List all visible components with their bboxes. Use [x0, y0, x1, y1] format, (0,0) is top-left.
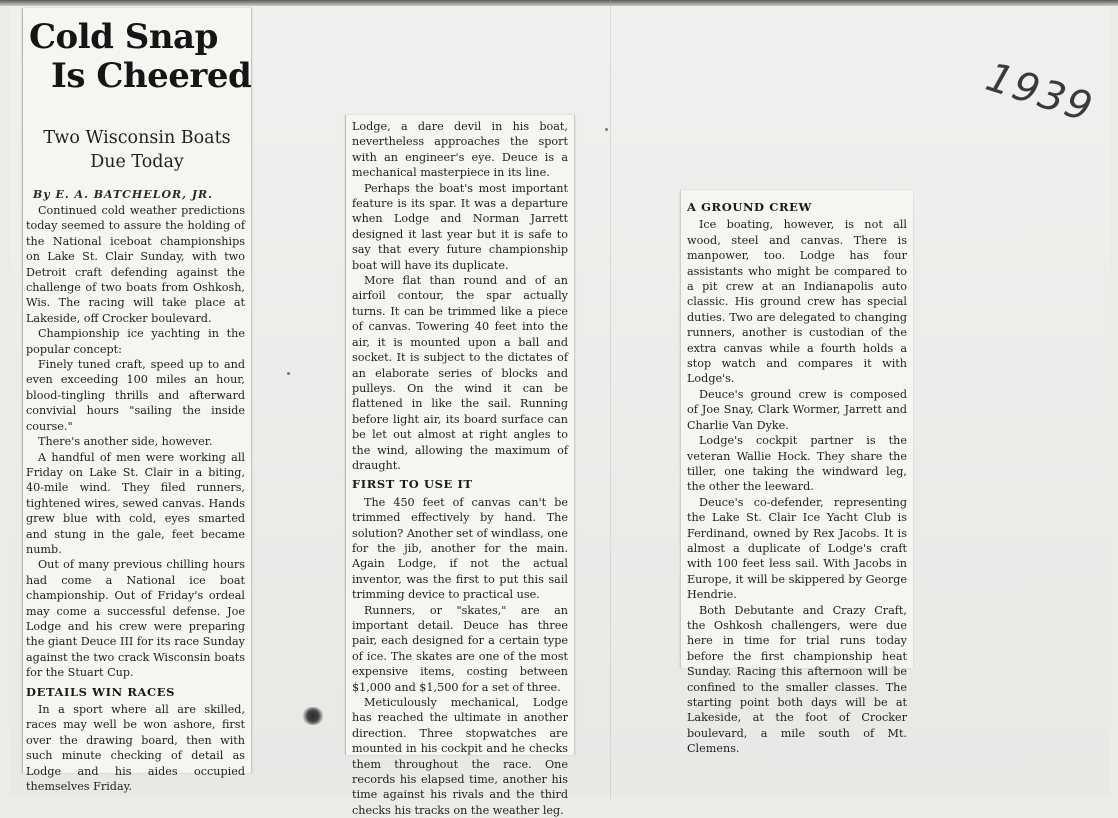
paragraph: A handful of men were working all Friday on Lake St. Clair in a biting, 40-mile wind. They filed runners, tightened wires, sewed canvas. Hands grew blue with cold, eyes smarted and stung in the gale, feet became numb. [26, 450, 245, 556]
page-fold-line [610, 0, 611, 800]
subheadline-line-2: Due Today [90, 152, 184, 172]
paragraph: Meticulously mechanical, Lodge has reached the ultimate in another direction. Three stopwatches are mounted in his cockpit and he checks them throughout the race. One records his elapsed time, another his time against his rivals and the third checks his tracks on the weather leg. [352, 696, 568, 817]
clipping-column-1 [22, 8, 252, 794]
paragraph: Finely tuned craft, speed up to and even exceeding 100 miles an hour, blood-tingling thrills and afterward convivial hours "sailing the inside course." [26, 358, 245, 433]
subheadline [27, 126, 247, 174]
paragraph: Runners, or "skates," are an important detail. Deuce has three pair, each designed for a certain type of ice. The skates are one of the most expensive items, costing between $1,000 and $1,500 for a set of three. [352, 603, 568, 694]
clipping-column-3 [680, 190, 913, 756]
handwritten-year-note: 1939 [980, 54, 1100, 132]
paragraph: Perhaps the boat's most important feature is its spar. It was a departure when Lodge and Norman Jarrett designed it last year but it is safe to say that every future championship boat will have its duplicate. [352, 181, 568, 272]
paragraph: More flat than round and of an airfoil contour, the spar actually turns. It can be trimmed like a piece of canvas. Towering 40 feet into the air, it is mounted upon a ball and socket. It is subject to the dictates of an elaborate series of blocks and pulleys. On the wind it can be flattened in like the sail. Running before light air, its board surface can be let out almost at right angles to the wind, allowing the maximum of draught. [352, 274, 568, 472]
paragraph: Deuce's ground crew is composed of Joe Snay, Clark Wormer, Jarrett and Charlie Van Dyke. [687, 387, 907, 432]
paragraph: Out of many previous chilling hours had come a National ice boat championship. Out of Friday's ordeal may come a successful defense. Joe Lodge and his crew were preparing the giant Deuce III for its race Sunday against the two crack Wisconsin boats for the Stuart Cup. [26, 558, 245, 680]
paragraph: Ice boating, however, is not all wood, steel and canvas. There is manpower, too. Lodge has four assistants who might be compared to a pit crew at an Indianapolis auto classic. His ground crew has special duties. Two are delegated to changing runners, another is custodian of the extra canvas while a fourth holds a stop watch and compares it with Lodge's. [687, 218, 907, 386]
subheadline-line-1: Two Wisconsin Boats [43, 128, 231, 148]
scan-speck [605, 128, 608, 131]
column-2-text [346, 115, 574, 818]
section-heading-crew: A GROUND CREW [687, 200, 813, 214]
section-heading-first: FIRST TO USE IT [352, 477, 473, 492]
headline-line-2: Is Cheered [51, 56, 252, 96]
section-heading-details: DETAILS WIN RACES [26, 684, 176, 699]
paragraph: Championship ice yachting in the popular concept: [26, 327, 245, 356]
column-3-text [681, 190, 913, 757]
headline [29, 17, 252, 96]
paragraph: In a sport where all are skilled, races may well be won ashore, first over the drawing board, then with such minute checking of detail as Lodge and his aides occupied themselves Friday. [26, 703, 245, 794]
paragraph: There's another side, however. [38, 435, 213, 449]
byline: By E. A. BATCHELOR, JR. [33, 188, 213, 201]
ink-smudge [302, 707, 324, 725]
paragraph: Lodge's cockpit partner is the veteran Wallie Hock. They share the tiller, one taking the windward leg, the other the leeward. [687, 434, 907, 494]
paragraph: Deuce's co-defender, representing the Lake St. Clair Ice Yacht Club is Ferdinand, owned by Rex Jacobs. It is almost a duplicate of Lodge's craft with 100 feet less sail. With Jacobs in Europe, it will be skippered by George Hendrie. [687, 495, 907, 602]
headline-line-1: Cold Snap [29, 17, 218, 57]
paragraph: Continued cold weather predictions today seemed to assure the holding of the National iceboat championships on Lake St. Clair Sunday, with two Detroit craft defending against the challenge of two boats from Oshkosh, Wis. The racing will take place at Lakeside, off Crocker boulevard. [26, 204, 245, 325]
paragraph: Both Debutante and Crazy Craft, the Oshkosh challengers, were due here in time for trial runs today before the first championship heat Sunday. Racing this afternoon will be confined to the smaller classes. The starting point both days will be at Lakeside, at the foot of Crocker boulevard, a mile south of Mt. Clemens. [687, 603, 907, 756]
clipping-column-2 [345, 115, 575, 817]
paragraph: The 450 feet of canvas can't be trimmed effectively by hand. The solution? Another set of windlass, one for the jib, another for the main. Again Lodge, if not the actual inventor, was the first to put this sail trimming device to practical use. [352, 495, 568, 602]
column-1-text [23, 203, 251, 794]
scan-speck [287, 372, 290, 375]
paragraph: Lodge, a dare devil in his boat, nevertheless approaches the sport with an engineer's eye. Deuce is a mechanical masterpiece in its line. [352, 120, 568, 180]
